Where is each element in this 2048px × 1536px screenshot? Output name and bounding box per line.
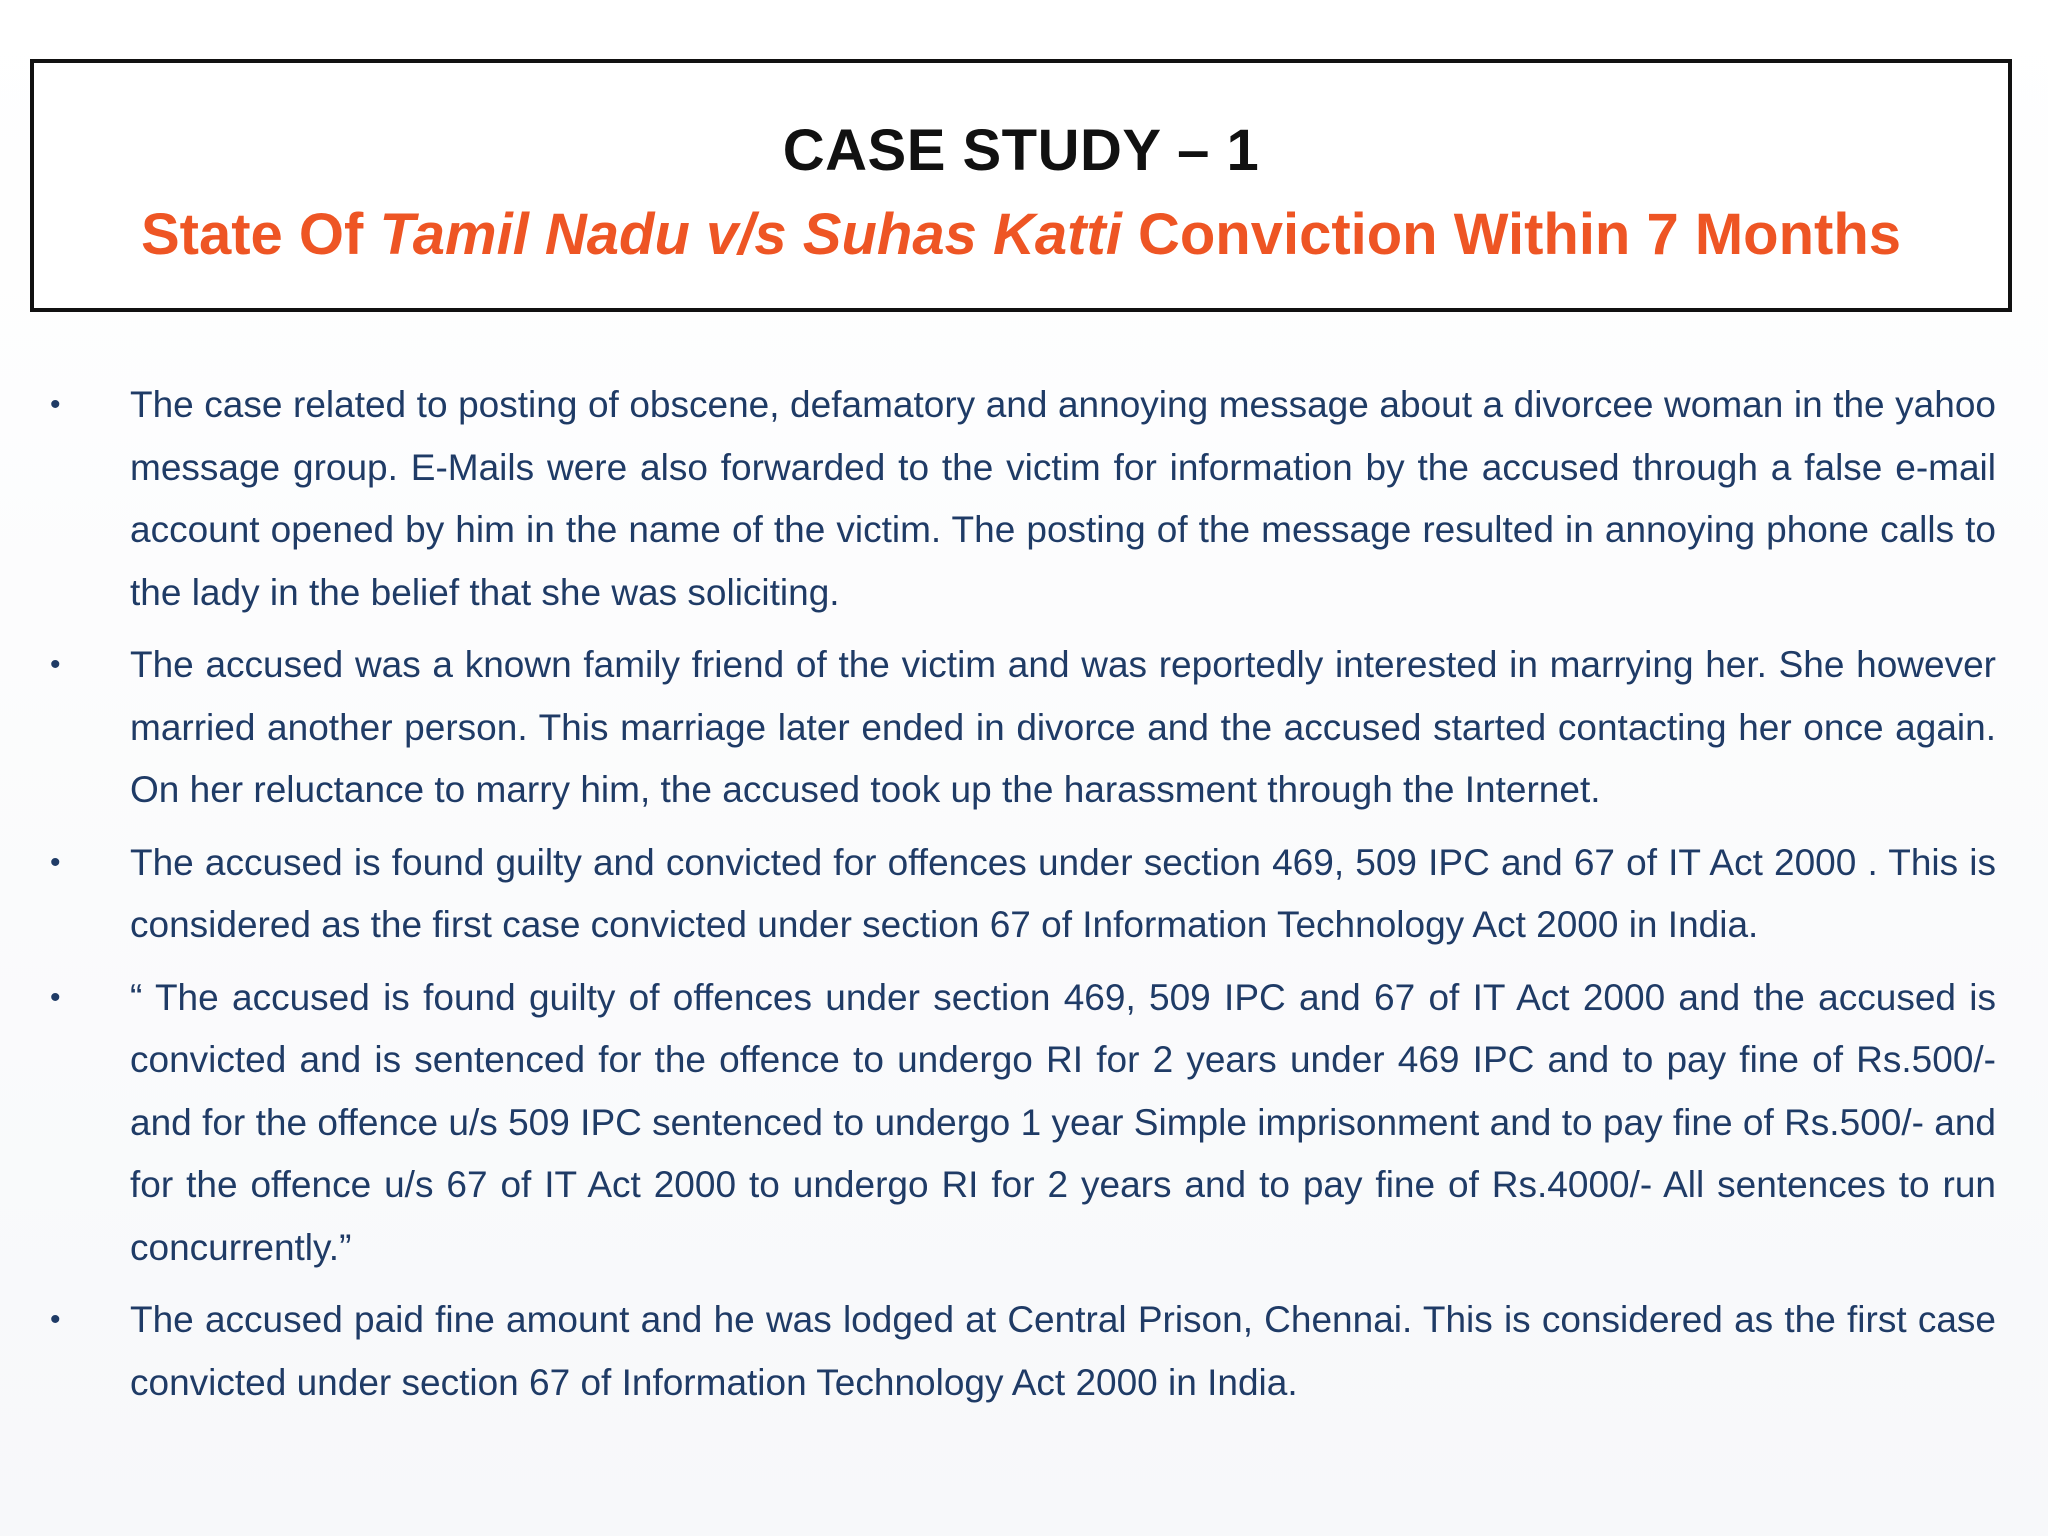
case-parties: Tamil Nadu v/s Suhas Katti bbox=[379, 202, 1122, 267]
list-item bbox=[48, 1289, 1996, 1414]
bullet-text: The accused paid fine amount and he was lodged at Central Prison, Chennai. This is considered as the first case convicted under section 67 of Information Technology Act 2000 in India. bbox=[130, 1299, 1996, 1403]
list-item bbox=[48, 634, 1996, 822]
page-title: CASE STUDY – 1 bbox=[782, 118, 1260, 183]
case-subtitle bbox=[34, 201, 2008, 268]
bullet-text: “ The accused is found guilty of offences under section 469, 509 IPC and 67 of IT Act 2000 and the accused is convicted and is sentenced for the offence to undergo RI for 2 years under 469 IPC and to pay fine of Rs.500/-and for the offence u/s 509 IPC sentenced to undergo 1 year Simple imprisonment and to pay fine of Rs.500/- and for the offence u/s 67 of IT Act 2000 to undergo RI for 2 years and to pay fine of Rs.4000/- All sentences to run concurrently.” bbox=[130, 976, 1996, 1268]
bullet-icon: • bbox=[50, 648, 61, 681]
bullet-text: The case related to posting of obscene, defamatory and annoying message about a divorcee woman in the yahoo message group. E-Mails were also forwarded to the victim for information by the accused through a false e-mail account opened by him in the name of the victim. The posting of the message resulted in annoying phone calls to the lady in the belief that she was soliciting. bbox=[130, 384, 1996, 613]
bullet-icon: • bbox=[50, 845, 61, 879]
subtitle-prefix: State Of bbox=[140, 202, 380, 267]
list-item bbox=[48, 374, 1996, 624]
title-box bbox=[30, 59, 2012, 312]
list-item bbox=[48, 832, 1996, 957]
bullet-text: The accused was a known family friend of the victim and was reportedly interested in marrying her. She however married another person. This marriage later ended in divorce and the accused started contacting her once again. On her reluctance to marry him, the accused took up the harassment through the Internet. bbox=[130, 644, 1996, 810]
bullet-list bbox=[48, 374, 1996, 1424]
bullet-text: The accused is found guilty and convicted for offences under section 469, 509 IPC and 67 of IT Act 2000 . This is considered as the first case convicted under section 67 of Information Technology Act 2000 in India. bbox=[130, 841, 1996, 945]
subtitle-suffix: Conviction Within 7 Months bbox=[1121, 202, 1902, 267]
bullet-icon: • bbox=[50, 980, 61, 1014]
bullet-icon: • bbox=[50, 1303, 61, 1336]
list-item bbox=[48, 967, 1996, 1280]
bullet-icon: • bbox=[50, 388, 61, 421]
